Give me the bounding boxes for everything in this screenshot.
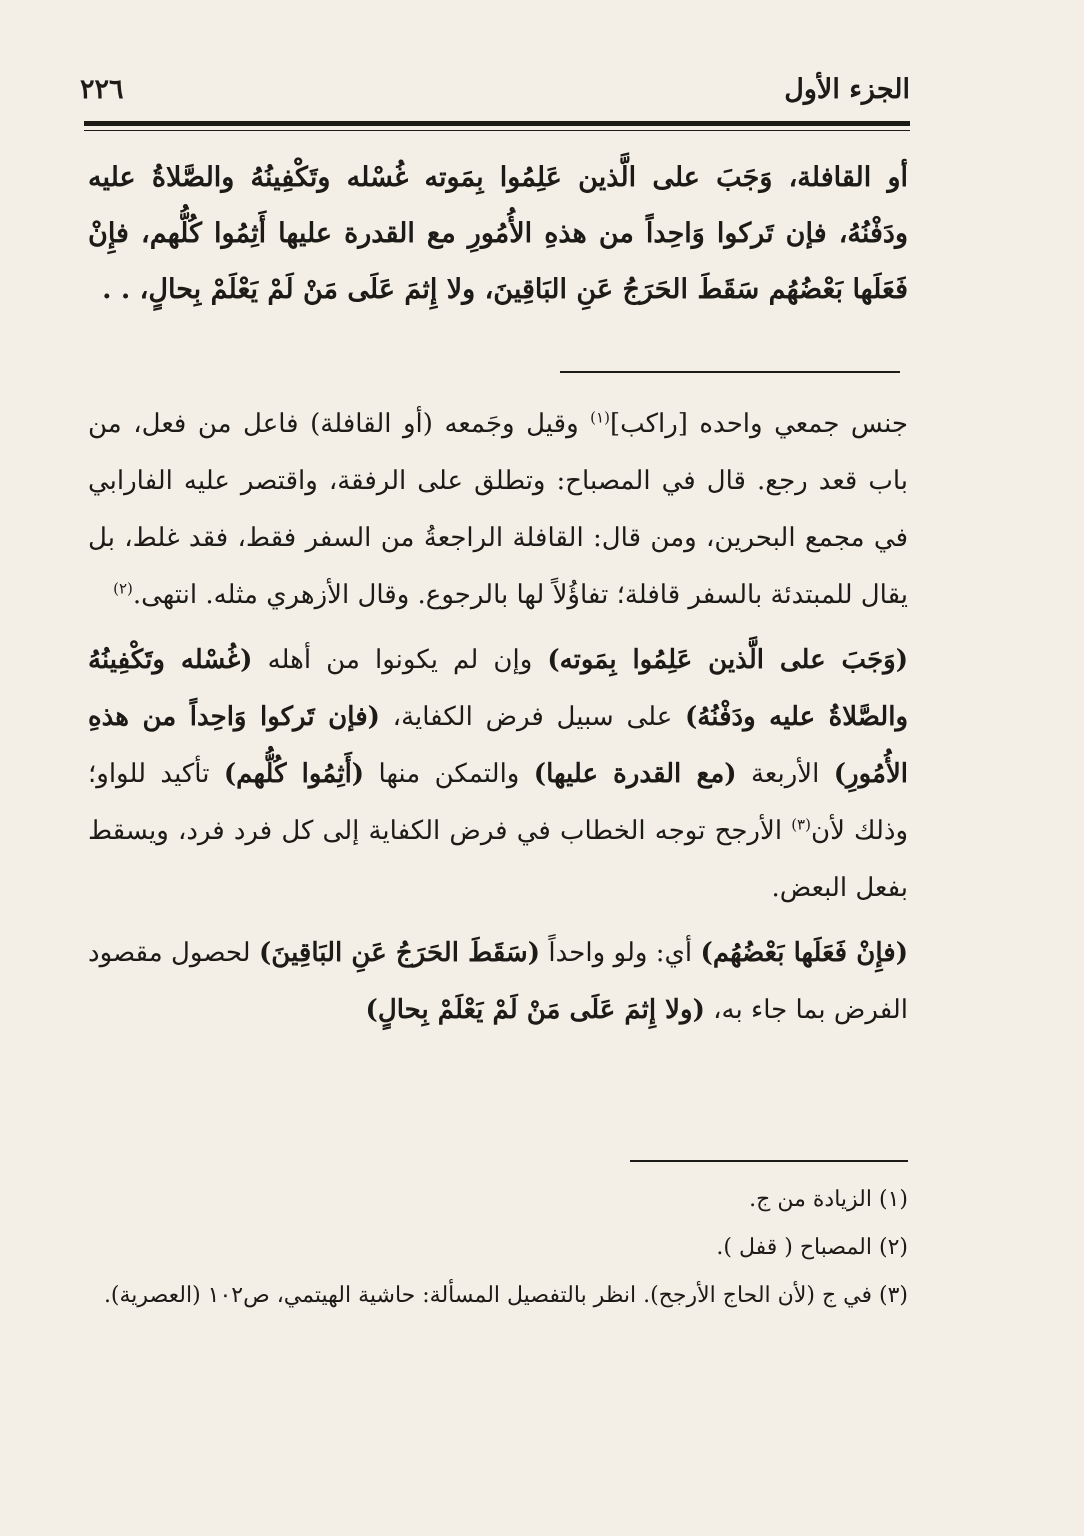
matn-quote: (أَثِمُوا كُلُّهم) [223, 759, 365, 789]
page-header [80, 74, 910, 114]
commentary-text: الأربعة [736, 759, 834, 789]
matn-quote: (وَجَبَ على الَّذين عَلِمُوا بِمَوته) [547, 645, 909, 675]
commentary-block [88, 396, 908, 1039]
matn-quote: (غُسْله وتَكْفِينُهُ والصَّلاةُ عليه ودَفْنُهُ) [88, 645, 909, 732]
footnote-ref-2: (٢) [113, 579, 133, 598]
matn-commentary-separator [560, 371, 900, 373]
matn-quote: (سَقَطَ الحَرَجُ عَنِ البَاقِينَ) [258, 938, 541, 968]
footnote-separator [630, 1160, 908, 1162]
footnote-1: (١) الزيادة من ج. [749, 1187, 908, 1212]
matn-paragraph: أو القافلة، وَجَبَ على الَّذين عَلِمُوا بِمَوته غُسْله وتَكْفِينُهُ والصَّلاةُ عليه ودَفْنُهُ، فإن تَركوا وَاحِداً من هذهِ الأُمُورِ مع القدرة عليها أَثِمُوا كُلُّهم، فإِنْ فَعَلَها بَعْضُهُم سَقَطَ الحَرَجُ عَنِ البَاقِينَ، ولا إِثمَ عَلَى مَنْ لَمْ يَعْلَمْ بِحالٍ، . . [88, 162, 908, 305]
header-rule-thin [84, 130, 910, 131]
matn-text-block [88, 150, 908, 318]
footnotes-block [88, 1178, 908, 1318]
running-title: الجزء الأول [784, 74, 910, 105]
footnote-ref-1: (١) [590, 408, 610, 427]
commentary-text: أي: ولو واحداً [540, 938, 701, 968]
commentary-text: وإن لم يكونوا من أهله [252, 645, 548, 675]
matn-quote: (فإِنْ فَعَلَها بَعْضُهُم) [700, 938, 908, 968]
matn-quote: (فإن تَركوا وَاحِداً من هذهِ الأُمُورِ) [88, 702, 909, 789]
commentary-paragraph-3 [88, 925, 908, 1039]
commentary-paragraph-2 [88, 632, 908, 917]
commentary-text: الأرجح توجه الخطاب في فرض الكفاية إلى كل فرد فرد، ويسقط بفعل البعض. [88, 816, 908, 903]
commentary-text: وقيل وجَمعه (أو القافلة) فاعل من فعل، من باب قعد رجع. قال في المصباح: وتطلق على الرفقة، واقتصر عليه الفارابي في مجمع البحرين، ومن قال: القافلة الراجعةُ من السفر فقط، فقد غلط، بل يقال للمبتدئة بالسفر قافلة؛ تفاؤُلاً لها بالرجوع. وقال الأزهري مثله. انتهى. [88, 409, 908, 610]
matn-quote: (ولا إِثمَ عَلَى مَنْ لَمْ يَعْلَمْ بِحالٍ) [365, 995, 705, 1025]
commentary-text: تأكيد للواو؛ وذلك لأن [88, 759, 908, 846]
header-rule-thick [84, 121, 910, 126]
commentary-paragraph-1 [88, 396, 908, 624]
commentary-text: والتمكن منها [364, 759, 534, 789]
commentary-text: جنس جمعي واحده [راكب] [609, 409, 908, 439]
footnote-3: (٣) في ج (لأن الحاج الأرجح). انظر بالتفصيل المسألة: حاشية الهيتمي، ص١٠٢ (العصرية). [103, 1283, 908, 1308]
page-number: ٢٢٦ [80, 74, 124, 105]
footnote-ref-3: (٣) [791, 815, 811, 834]
footnote-2: (٢) المصباح ( قفل ). [716, 1235, 908, 1260]
matn-quote: (مع القدرة عليها) [533, 759, 737, 789]
commentary-text: على سبيل فرض الكفاية، [379, 702, 685, 732]
commentary-text: لحصول مقصود الفرض بما جاء به، [88, 938, 908, 1025]
